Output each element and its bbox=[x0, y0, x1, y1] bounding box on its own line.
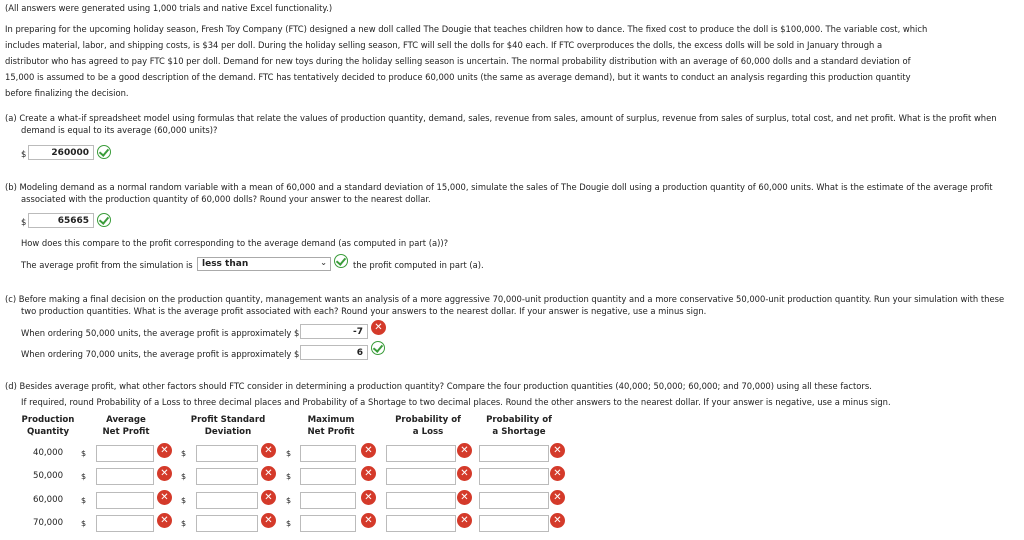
currency-symbol: $ bbox=[286, 449, 292, 458]
chevron-down-icon: ⌄ bbox=[320, 258, 327, 267]
maximum-net-profit-input[interactable] bbox=[300, 515, 356, 532]
x-circle-icon: ✕ bbox=[361, 513, 376, 528]
intro-line: distributor who has agreed to pay FTC $10 per doll. Demand for new toys during the holiday selling season is uncertain. The normal probability distribution with an average of 60,000 dolls and a standard deviation of bbox=[5, 56, 911, 66]
col-header-maximum-net-profit: Maximum Net Profit bbox=[307, 415, 355, 437]
x-circle-icon: ✕ bbox=[361, 443, 376, 458]
x-circle-icon: ✕ bbox=[261, 513, 276, 528]
x-circle-icon: ✕ bbox=[457, 490, 472, 505]
intro-line: In preparing for the upcoming holiday season, Fresh Toy Company (FTC) designed a new doll called The Dougie that teaches children how to dance. The fixed cost to produce the doll is $100,000. The variable cost, which bbox=[5, 24, 928, 34]
x-circle-icon: ✕ bbox=[157, 443, 172, 458]
currency-symbol: $ bbox=[21, 217, 27, 227]
part-b-line: associated with the production quantity of 60,000 dolls? Round your answer to the nearest dollar. bbox=[21, 194, 431, 204]
probability-shortage-input[interactable] bbox=[479, 468, 549, 485]
part-a-line: demand is equal to its average (60,000 units)? bbox=[21, 125, 218, 135]
maximum-net-profit-input[interactable] bbox=[300, 468, 356, 485]
x-circle-icon: ✕ bbox=[550, 490, 565, 505]
part-c-row1-label: When ordering 50,000 units, the average profit is approximately $ bbox=[21, 328, 300, 338]
probability-shortage-input[interactable] bbox=[479, 515, 549, 532]
part-c-line: two production quantities. What is the average profit associated with each? Round your answers to the nearest dollar. If your answer is negative, use a minus sign. bbox=[21, 306, 707, 316]
production-quantity-cell: 40,000 bbox=[33, 448, 64, 458]
x-circle-icon: ✕ bbox=[457, 466, 472, 481]
intro-line: 15,000 is assumed to be a good description of the demand. FTC has tentatively decided to produce 60,000 units (the same as average demand), but it wants to conduct an analysis regarding this production quantity bbox=[5, 72, 911, 82]
check-circle-icon bbox=[97, 145, 111, 159]
currency-symbol: $ bbox=[21, 149, 27, 159]
part-b-answer-input[interactable]: 65665 bbox=[28, 213, 94, 228]
currency-symbol: $ bbox=[181, 449, 187, 458]
currency-symbol: $ bbox=[81, 496, 87, 505]
probability-loss-input[interactable] bbox=[386, 492, 456, 509]
part-b-compare-question: How does this compare to the profit corresponding to the average demand (as computed in part (a))? bbox=[21, 238, 449, 248]
x-circle-icon: ✕ bbox=[261, 466, 276, 481]
maximum-net-profit-input[interactable] bbox=[300, 445, 356, 462]
part-b-compare-prefix: The average profit from the simulation is bbox=[21, 260, 193, 270]
average-net-profit-input[interactable] bbox=[96, 492, 154, 509]
part-a-line: (a) Create a what-if spreadsheet model using formulas that relate the values of production quantity, demand, sales, revenue from sales, amount of surplus, revenue from sales of surplus, total cost, and net profit. What is the profit when bbox=[5, 113, 997, 123]
probability-shortage-input[interactable] bbox=[479, 445, 549, 462]
currency-symbol: $ bbox=[286, 472, 292, 481]
x-circle-icon: ✕ bbox=[550, 513, 565, 528]
col-header-profit-std-dev: Profit Standard Deviation bbox=[190, 415, 266, 437]
part-a-answer-input[interactable]: 260000 bbox=[28, 145, 94, 160]
x-circle-icon: ✕ bbox=[157, 513, 172, 528]
currency-symbol: $ bbox=[286, 496, 292, 505]
x-circle-icon: ✕ bbox=[457, 513, 472, 528]
production-quantity-cell: 50,000 bbox=[33, 471, 64, 481]
probability-shortage-input[interactable] bbox=[479, 492, 549, 509]
compare-dropdown-value: less than bbox=[202, 259, 249, 269]
currency-symbol: $ bbox=[181, 519, 187, 528]
x-circle-icon: ✕ bbox=[157, 466, 172, 481]
check-circle-icon bbox=[334, 254, 348, 268]
probability-loss-input[interactable] bbox=[386, 445, 456, 462]
x-circle-icon: ✕ bbox=[157, 490, 172, 505]
production-quantity-cell: 70,000 bbox=[33, 518, 64, 528]
part-b-question bbox=[5, 181, 993, 205]
currency-symbol: $ bbox=[81, 449, 87, 458]
compare-dropdown[interactable] bbox=[197, 257, 331, 271]
currency-symbol: $ bbox=[181, 472, 187, 481]
profit-std-dev-input[interactable] bbox=[196, 468, 258, 485]
average-net-profit-input[interactable] bbox=[96, 515, 154, 532]
part-c-70000-input[interactable]: 6 bbox=[300, 345, 368, 360]
x-circle-icon: ✕ bbox=[361, 466, 376, 481]
currency-symbol: $ bbox=[286, 519, 292, 528]
currency-symbol: $ bbox=[81, 472, 87, 481]
part-a-question bbox=[5, 112, 997, 136]
profit-std-dev-input[interactable] bbox=[196, 515, 258, 532]
production-quantity-cell: 60,000 bbox=[33, 495, 64, 505]
x-circle-icon: ✕ bbox=[261, 443, 276, 458]
part-d-line: If required, round Probability of a Loss to three decimal places and Probability of a Shortage to two decimal places. Round the other answers to the nearest dollar. If your answer is negative, use a minus sign. bbox=[21, 397, 891, 407]
part-c-50000-input[interactable]: -7 bbox=[300, 324, 368, 339]
average-net-profit-input[interactable] bbox=[96, 445, 154, 462]
col-header-probability-loss: Probability of a Loss bbox=[395, 415, 461, 437]
probability-loss-input[interactable] bbox=[386, 468, 456, 485]
part-b-line: (b) Modeling demand as a normal random variable with a mean of 60,000 and a standard deviation of 15,000, simulate the sales of The Dougie doll using a production quantity of 60,000 units. What is the estimate of the average profit bbox=[5, 182, 993, 192]
intro-line: before finalizing the decision. bbox=[5, 88, 129, 98]
part-d-line: (d) Besides average profit, what other factors should FTC consider in determining a production quantity? Compare the four production quantities (40,000; 50,000; 60,000; and 70,000) using all these factors. bbox=[5, 381, 872, 391]
col-header-probability-shortage: Probability of a Shortage bbox=[486, 415, 552, 437]
x-circle-icon: ✕ bbox=[550, 443, 565, 458]
maximum-net-profit-input[interactable] bbox=[300, 492, 356, 509]
col-header-production-quantity: Production Quantity bbox=[21, 415, 75, 437]
profit-std-dev-input[interactable] bbox=[196, 445, 258, 462]
x-circle-icon: ✕ bbox=[457, 443, 472, 458]
part-b-compare-suffix: the profit computed in part (a). bbox=[353, 260, 484, 270]
check-circle-icon bbox=[97, 213, 111, 227]
x-circle-icon: ✕ bbox=[371, 320, 386, 335]
part-c-question bbox=[5, 293, 1004, 317]
x-circle-icon: ✕ bbox=[361, 490, 376, 505]
x-circle-icon: ✕ bbox=[550, 466, 565, 481]
probability-loss-input[interactable] bbox=[386, 515, 456, 532]
profit-std-dev-input[interactable] bbox=[196, 492, 258, 509]
check-circle-icon bbox=[371, 341, 385, 355]
intro-line: includes material, labor, and shipping costs, is $34 per doll. During the holiday selling season, FTC will sell the dolls for $40 each. If FTC overproduces the dolls, the excess dolls will be sold in January through a bbox=[5, 40, 883, 50]
problem-intro bbox=[5, 21, 1021, 101]
currency-symbol: $ bbox=[181, 496, 187, 505]
col-header-average-net-profit: Average Net Profit bbox=[102, 415, 150, 437]
part-c-line: (c) Before making a final decision on the production quantity, management wants an analysis of a more aggressive 70,000-unit production quantity and a more conservative 50,000-unit production quantity. Run your simulation with these bbox=[5, 294, 1005, 304]
x-circle-icon: ✕ bbox=[261, 490, 276, 505]
header-note: (All answers were generated using 1,000 trials and native Excel functionality.) bbox=[5, 3, 333, 13]
part-c-row2-label: When ordering 70,000 units, the average profit is approximately $ bbox=[21, 349, 300, 359]
average-net-profit-input[interactable] bbox=[96, 468, 154, 485]
currency-symbol: $ bbox=[81, 519, 87, 528]
